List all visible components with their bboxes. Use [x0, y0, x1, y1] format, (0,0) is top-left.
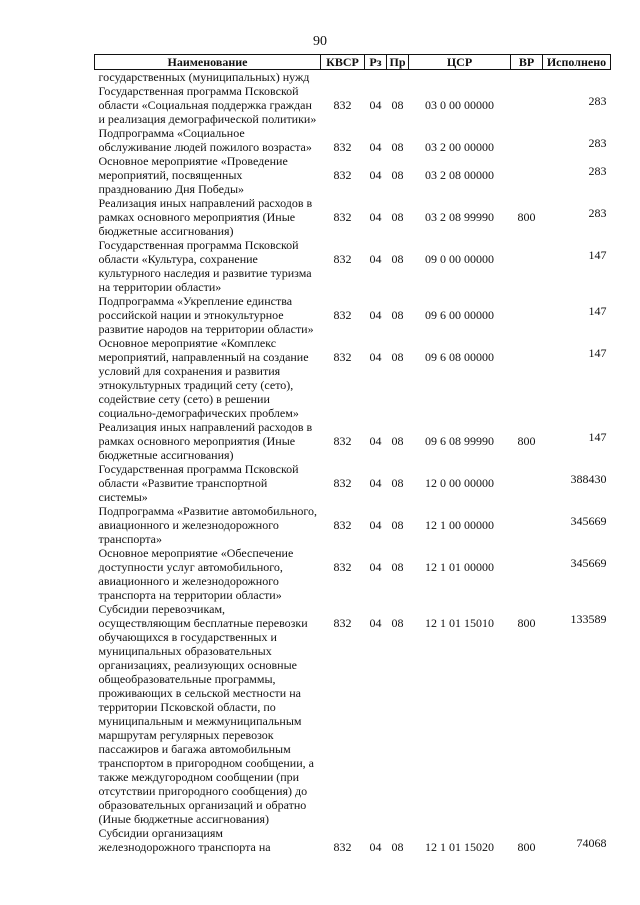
- row-pr: 08: [391, 140, 404, 154]
- row-csr: 12 0 00 00000: [425, 476, 494, 490]
- row-csr: 09 0 00 00000: [425, 252, 494, 266]
- row-vr: 800: [517, 616, 536, 630]
- row-rz: 04: [369, 518, 382, 532]
- row-vr: [511, 294, 543, 336]
- row-kvsr: 832: [333, 98, 352, 112]
- row-kvsr: 832: [333, 308, 352, 322]
- row-pr: 08: [391, 252, 404, 266]
- row-csr: 03 2 08 00000: [425, 168, 494, 182]
- row-kvsr: 832: [333, 434, 352, 448]
- header-csr: ЦСР: [409, 55, 511, 70]
- row-kvsr: 832: [333, 350, 352, 364]
- row-rz: [365, 70, 387, 85]
- row-kvsr: 832: [333, 140, 352, 154]
- row-csr: 03 2 00 00000: [425, 140, 494, 154]
- row-csr: 09 6 08 99990: [425, 434, 494, 448]
- row-amount: 283: [588, 94, 607, 108]
- row-csr: 09 6 08 00000: [425, 350, 494, 364]
- budget-table: [94, 54, 611, 854]
- row-vr: 800: [517, 840, 536, 854]
- header-name: Наименование: [95, 55, 321, 70]
- row-amount: 147: [588, 248, 607, 262]
- table-row: [95, 462, 611, 504]
- row-vr: [511, 154, 543, 196]
- row-name: Реализация иных направлений расходов в рамках основного мероприятия (Иные бюджетные ассигнования): [98, 420, 313, 462]
- row-amount: 147: [588, 304, 607, 318]
- row-csr: 03 2 08 99990: [425, 210, 494, 224]
- row-kvsr: 832: [333, 518, 352, 532]
- table-row: [95, 336, 611, 420]
- row-amount: 345669: [570, 556, 607, 570]
- row-rz: 04: [369, 308, 382, 322]
- row-kvsr: 832: [333, 840, 352, 854]
- row-pr: 08: [391, 168, 404, 182]
- row-kvsr: 832: [333, 476, 352, 490]
- row-kvsr: 832: [333, 168, 352, 182]
- row-pr: 08: [391, 98, 404, 112]
- row-rz: 04: [369, 210, 382, 224]
- row-vr: [511, 546, 543, 602]
- row-vr: [511, 504, 543, 546]
- row-name: Подпрограмма «Социальное обслуживание людей пожилого возраста»: [98, 126, 312, 154]
- row-name: Государственная программа Псковской области «Культура, сохранение культурного наследия и развитие туризма на территории области»: [98, 238, 312, 294]
- row-vr: [511, 126, 543, 154]
- row-csr: 12 1 01 15010: [425, 616, 494, 630]
- row-name: Основное мероприятие «Обеспечение доступности услуг автомобильного, авиационного и железнодорожного транспорта на территории области»: [98, 546, 294, 602]
- row-rz: 04: [369, 840, 382, 854]
- table-row: [95, 238, 611, 294]
- row-vr: 800: [517, 210, 536, 224]
- row-vr: [511, 336, 543, 420]
- row-rz: 04: [369, 168, 382, 182]
- table-row: [95, 70, 611, 85]
- header-pr: Пр: [387, 55, 409, 70]
- row-rz: 04: [369, 616, 382, 630]
- row-name: Субсидии перевозчикам, осуществляющим бесплатные перевозки обучающихся в государственных и муниципальных образовательных организациях, реализующих основные общеобразовательные программы, проживающих в сельской местности на территории Псковской области, по муниципальным и межмуниципальным маршрутам регулярных перевозок пассажиров и багажа автомобильным транспортом в пригородном сообщении, а также междугородном сообщении (при отсутствии пригородного сообщения) до образовательных организаций и обратно (Иные бюджетные ассигнования): [98, 602, 314, 826]
- row-name: Государственная программа Псковской области «Социальная поддержка граждан и реализация демографической политики»: [98, 84, 317, 126]
- row-name: государственных (муниципальных) нужд: [98, 70, 310, 84]
- row-rz: 04: [369, 98, 382, 112]
- row-name: Субсидии организациям железнодорожного транспорта на: [98, 826, 271, 854]
- row-pr: 08: [391, 840, 404, 854]
- row-pr: 08: [391, 476, 404, 490]
- row-pr: 08: [391, 350, 404, 364]
- header-done: Исполнено: [543, 55, 611, 70]
- row-pr: 08: [391, 518, 404, 532]
- row-pr: 08: [391, 560, 404, 574]
- table-row: [95, 826, 611, 854]
- table-row: [95, 126, 611, 154]
- row-amount: 133589: [570, 612, 607, 626]
- table-row: [95, 546, 611, 602]
- row-csr: [409, 70, 511, 85]
- row-name: Основное мероприятие «Проведение мероприятий, посвященных празднованию Дня Победы»: [98, 154, 288, 196]
- row-csr: 12 1 01 00000: [425, 560, 494, 574]
- table-row: [95, 196, 611, 238]
- page-number: 90: [313, 34, 327, 49]
- row-kvsr: 832: [333, 210, 352, 224]
- row-rz: 04: [369, 560, 382, 574]
- row-name: Основное мероприятие «Комплекс мероприятий, направленный на создание условий для сохранения и развития этнокультурных традиций сету (сето), содействие сету (сето) в решении социально-демографических проблем»: [98, 336, 309, 420]
- header-rz: Рз: [365, 55, 387, 70]
- table-row: [95, 504, 611, 546]
- table-row: [95, 602, 611, 826]
- row-pr: 08: [391, 616, 404, 630]
- row-vr: [511, 70, 543, 85]
- table-row: [95, 294, 611, 336]
- row-rz: 04: [369, 434, 382, 448]
- row-amount: 147: [588, 430, 607, 444]
- row-vr: [511, 462, 543, 504]
- row-rz: 04: [369, 350, 382, 364]
- row-csr: 12 1 01 15020: [425, 840, 494, 854]
- row-name: Подпрограмма «Развитие автомобильного, авиационного и железнодорожного транспорта»: [98, 504, 318, 546]
- row-pr: [387, 70, 409, 85]
- row-amount: 345669: [570, 514, 607, 528]
- row-vr: 800: [517, 434, 536, 448]
- row-name: Реализация иных направлений расходов в рамках основного мероприятия (Иные бюджетные ассигнования): [98, 196, 313, 238]
- row-amount: 283: [588, 206, 607, 220]
- row-rz: 04: [369, 476, 382, 490]
- row-name: Подпрограмма «Укрепление единства российской нации и этнокультурное развитие народов на территории области»: [98, 294, 314, 336]
- row-pr: 08: [391, 308, 404, 322]
- row-csr: 03 0 00 00000: [425, 98, 494, 112]
- row-vr: [511, 238, 543, 294]
- row-amount: 388430: [570, 472, 607, 486]
- row-pr: 08: [391, 210, 404, 224]
- row-amount: 147: [588, 346, 607, 360]
- row-kvsr: [321, 70, 365, 85]
- table-header-row: [95, 55, 611, 70]
- row-amount: 283: [588, 136, 607, 150]
- table-row: [95, 420, 611, 462]
- row-csr: 09 6 00 00000: [425, 308, 494, 322]
- row-amount: [543, 70, 611, 85]
- table-row: [95, 84, 611, 126]
- row-csr: 12 1 00 00000: [425, 518, 494, 532]
- header-vr: ВР: [511, 55, 543, 70]
- row-name: Государственная программа Псковской области «Развитие транспортной системы»: [98, 462, 299, 504]
- row-amount: 74068: [576, 836, 607, 850]
- row-rz: 04: [369, 252, 382, 266]
- row-kvsr: 832: [333, 616, 352, 630]
- row-pr: 08: [391, 434, 404, 448]
- table-row: [95, 154, 611, 196]
- header-kvsr: КВСР: [321, 55, 365, 70]
- row-rz: 04: [369, 140, 382, 154]
- row-vr: [511, 84, 543, 126]
- row-kvsr: 832: [333, 252, 352, 266]
- row-kvsr: 832: [333, 560, 352, 574]
- row-amount: 283: [588, 164, 607, 178]
